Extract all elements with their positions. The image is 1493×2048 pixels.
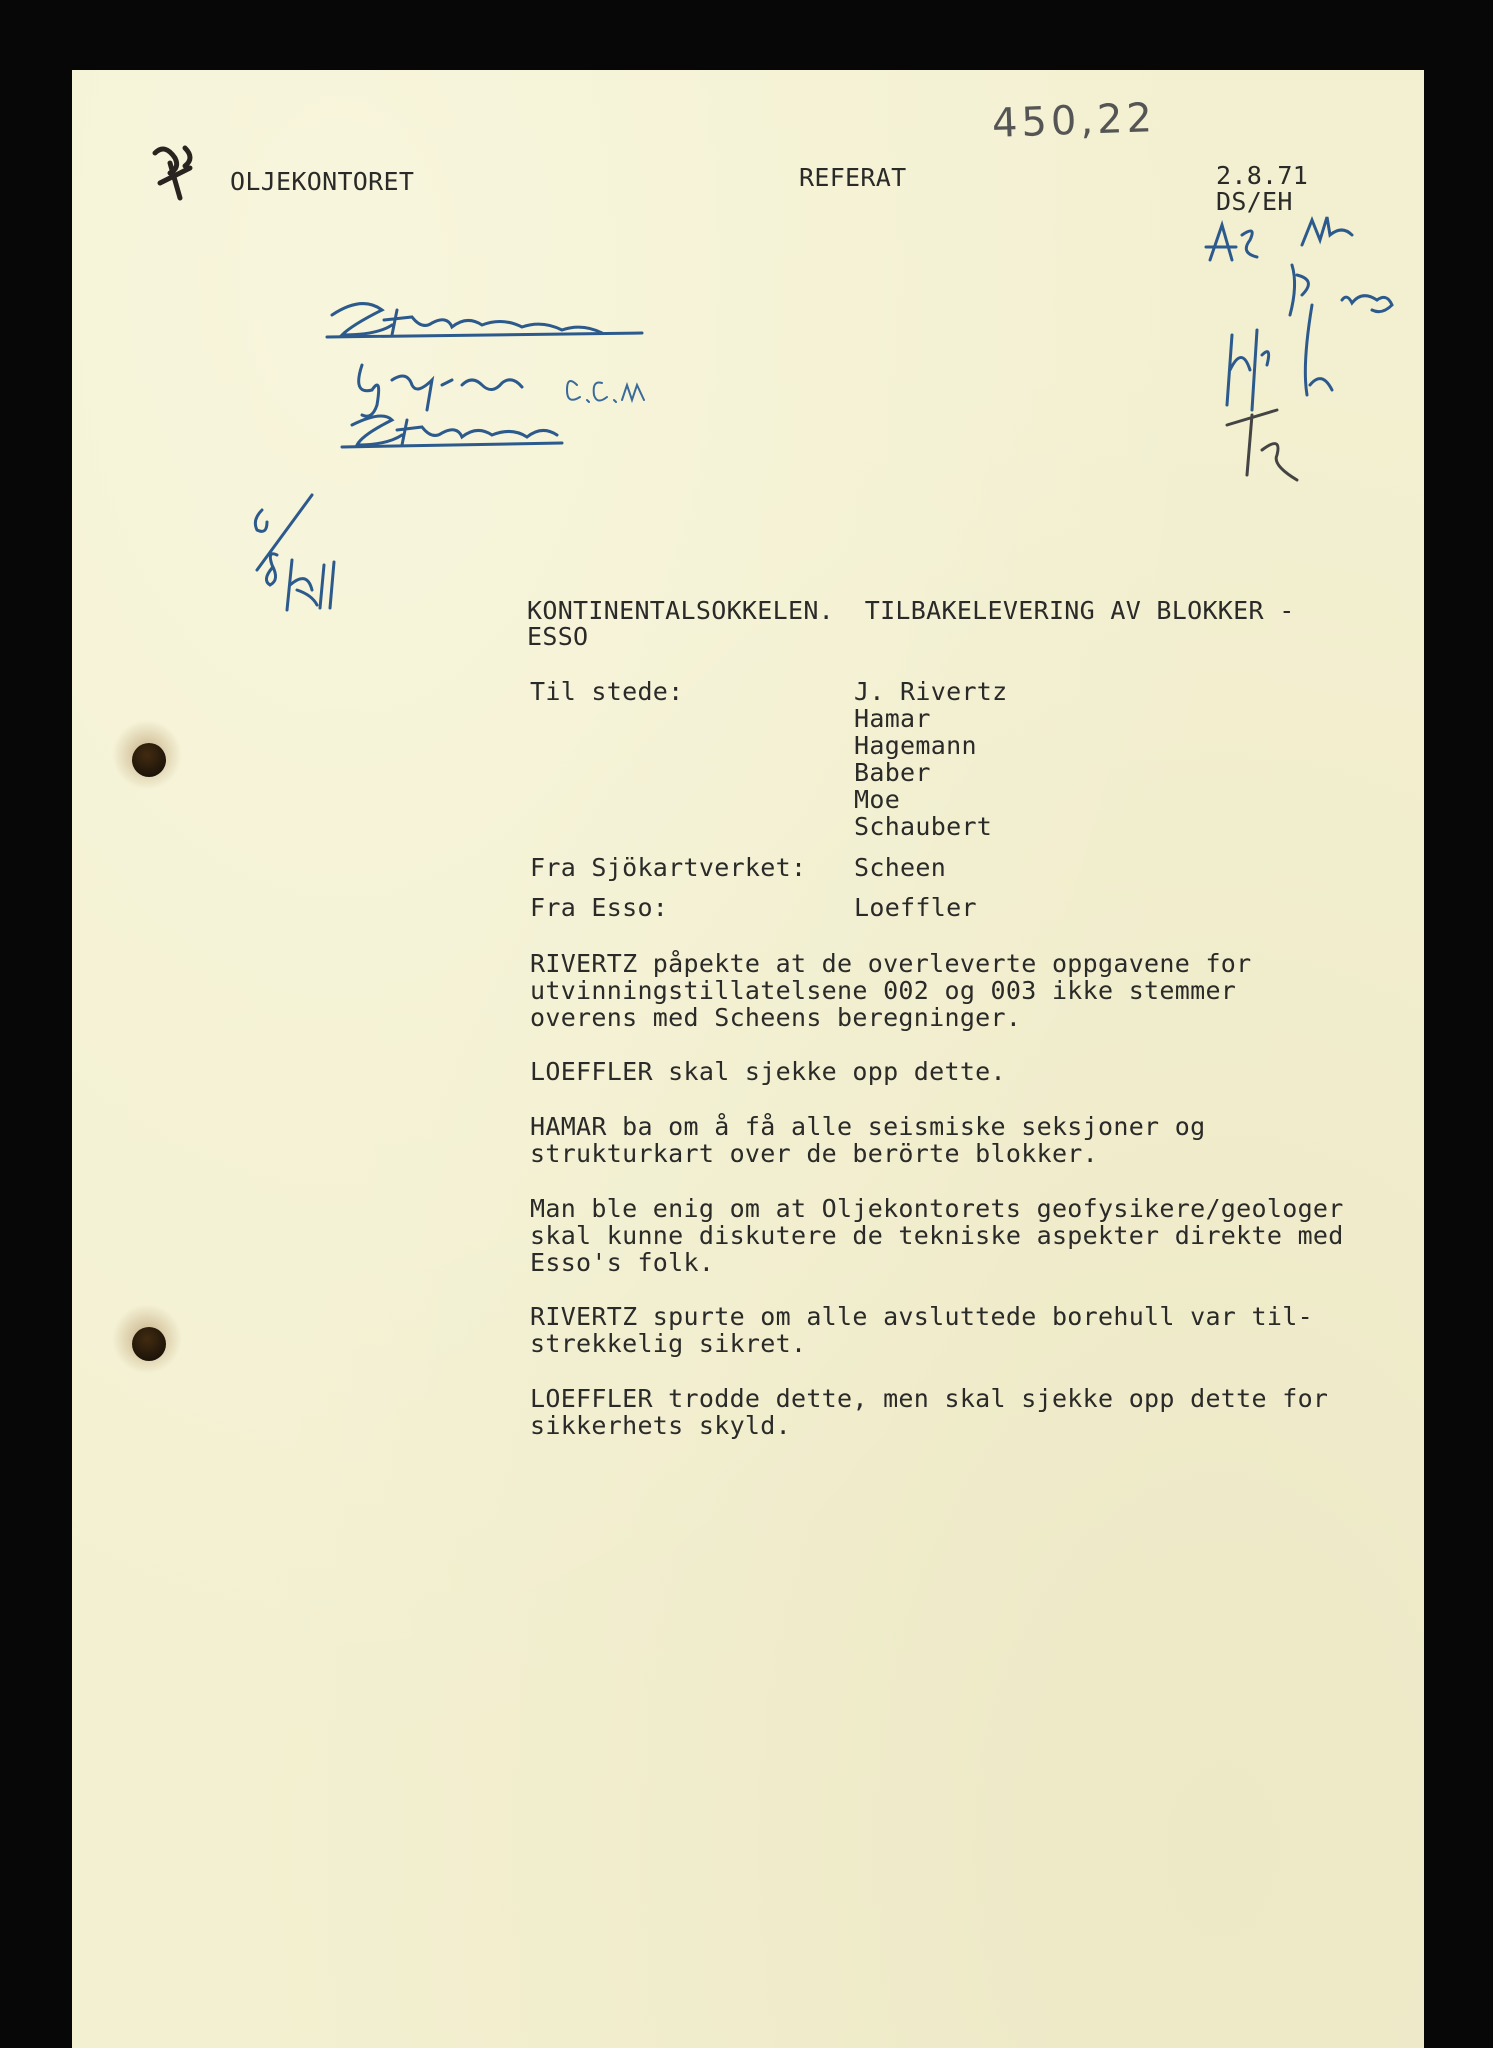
office-name: OLJEKONTORET [230, 167, 415, 196]
paragraph-line: utvinningstillatelsene 002 og 003 ikke stemmer [530, 976, 1237, 1005]
label-sjokartverket: Fra Sjökartverket: [530, 853, 807, 882]
attendee-name: Baber [854, 758, 931, 787]
paragraph-line: Man ble enig om at Oljekontorets geofysikere/geologer [530, 1194, 1344, 1223]
paragraph-line: strukturkart over de berörte blokker. [530, 1139, 1098, 1168]
author-initials: DS/EH [1216, 187, 1293, 216]
handwritten-file-number: 450,22 [991, 95, 1157, 147]
paragraph-line: LOEFFLER trodde dette, men skal sjekke opp dette for [530, 1384, 1329, 1413]
burn-mark [112, 720, 182, 790]
attendee-name: Schaubert [854, 812, 993, 841]
attendee-name: Moe [854, 785, 901, 814]
paragraph-line: Esso's folk. [530, 1248, 715, 1277]
paragraph-line: sikkerhets skyld. [530, 1411, 791, 1440]
paragraph-line: overens med Scheens beregninger. [530, 1003, 1022, 1032]
attendee-esso: Loeffler [854, 893, 977, 922]
document-title-line2: ESSO [527, 622, 589, 651]
document-sheet [72, 70, 1424, 2048]
attendee-sjokartverket: Scheen [854, 853, 947, 882]
handwritten-date-note [242, 490, 352, 620]
document-date: 2.8.71 [1216, 161, 1309, 190]
paragraph-line: strekkelig sikret. [530, 1329, 807, 1358]
burn-mark [112, 1304, 182, 1374]
attendee-name: Hagemann [854, 731, 977, 760]
label-present: Til stede: [530, 677, 684, 706]
paragraph-line: skal kunne diskutere de tekniske aspekter direkte med [530, 1221, 1344, 1250]
attendee-name: J. Rivertz [854, 677, 1008, 706]
handwritten-signatures [1202, 205, 1422, 505]
paragraph-line: HAMAR ba om å få alle seismiske seksjoner og [530, 1112, 1206, 1141]
paragraph-line: RIVERTZ påpekte at de overleverte oppgavene for [530, 949, 1252, 978]
corner-initials-mark [140, 128, 210, 208]
document-title-line1: KONTINENTALSOKKELEN. TILBAKELEVERING AV BLOKKER - [527, 596, 1295, 625]
handwritten-routing-note [322, 285, 662, 465]
paragraph-line: RIVERTZ spurte om alle avsluttede borehull var til- [530, 1302, 1313, 1331]
label-esso: Fra Esso: [530, 893, 669, 922]
attendee-name: Hamar [854, 704, 931, 733]
paragraph-line: LOEFFLER skal sjekke opp dette. [530, 1057, 1006, 1086]
document-type: REFERAT [799, 163, 907, 192]
